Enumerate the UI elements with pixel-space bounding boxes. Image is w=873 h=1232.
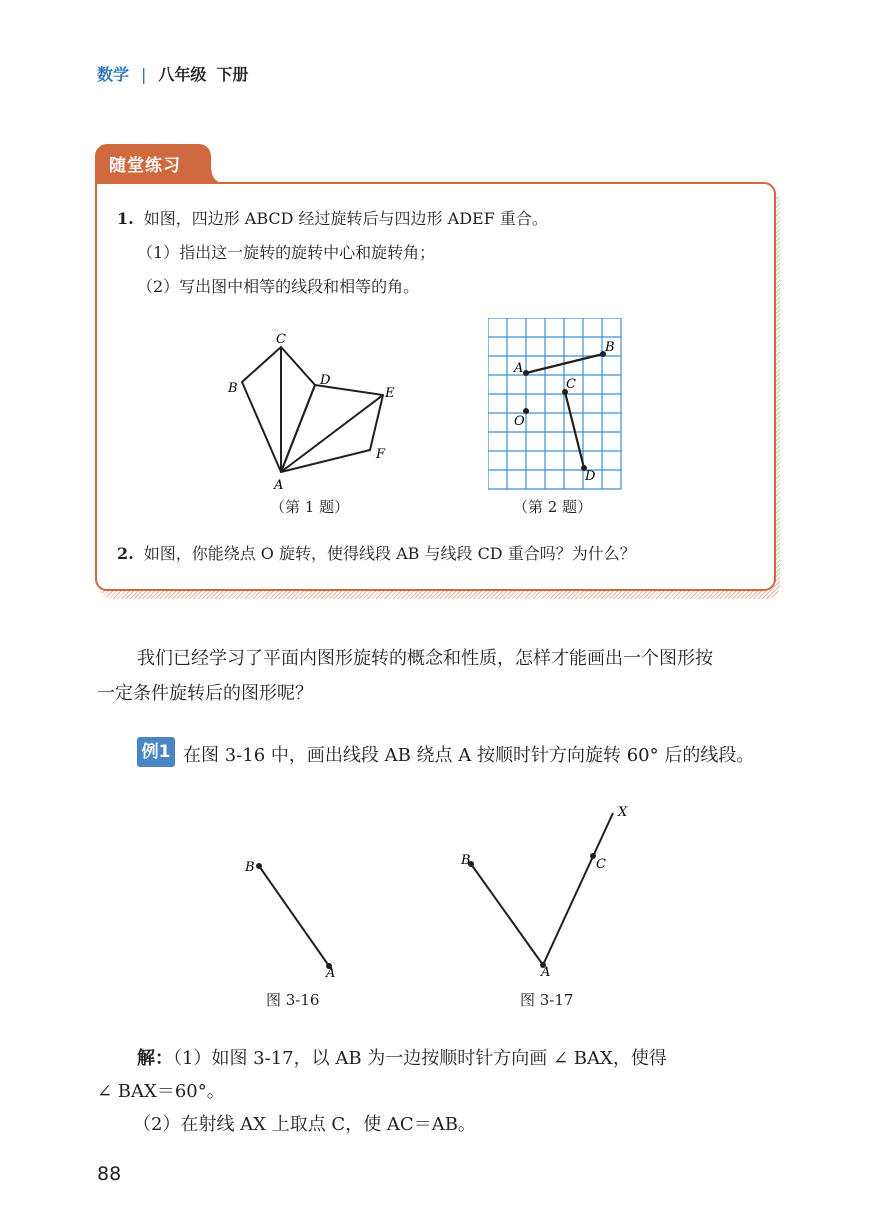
volume-label: 下册 — [216, 65, 249, 84]
question-2-number: 2. — [117, 544, 134, 563]
fig317-label-a: A — [541, 965, 551, 980]
figure-3-17-caption: 图 3-17 — [520, 991, 574, 1009]
example-text: 在图 3-16 中，画出线段 AB 绕点 A 按顺时针方向旋转 60° 后的线段。 — [183, 745, 755, 766]
figure-3-17 — [455, 800, 645, 980]
question-1-number: 1. — [117, 209, 134, 228]
solution-prefix: 解： — [137, 1048, 173, 1069]
solution-line-1-text: （1）如图 3-17，以 AB 为一边按顺时针方向画 ∠ BAX，使得 — [173, 1048, 667, 1069]
ray-ax — [543, 813, 613, 965]
fig316-label-b: B — [245, 860, 255, 875]
solution-line-1 — [137, 1044, 667, 1070]
solution-line-3: （2）在射线 AX 上取点 C，使 AC＝AB。 — [133, 1114, 476, 1135]
fig1-label-f: F — [376, 447, 386, 462]
segment-ab-317 — [471, 864, 543, 965]
fig1-label-b: B — [228, 381, 238, 396]
example-badge: 例1 — [137, 737, 175, 767]
fig1-label-d: D — [320, 373, 331, 388]
fig2-label-b: B — [605, 340, 615, 355]
figure-3-16-caption: 图 3-16 — [266, 991, 320, 1009]
page-number: 88 — [97, 1163, 122, 1185]
segment-ab-316 — [259, 866, 329, 966]
quad-adef — [281, 385, 383, 472]
figure-3-16 — [240, 850, 350, 980]
fig1-label-a: A — [274, 478, 284, 493]
fig2-label-c: C — [566, 377, 576, 392]
question-1-sub1: （1）指出这一旋转的旋转中心和旋转角； — [137, 243, 436, 262]
fig317-label-c: C — [596, 857, 606, 872]
fig2-label-d: D — [585, 469, 596, 484]
fig1-label-c: C — [276, 332, 286, 347]
figure-1 — [220, 325, 410, 495]
fig2-label-a: A — [514, 361, 524, 376]
fig1-label-e: E — [385, 386, 395, 401]
question-1 — [117, 206, 548, 229]
question-1-text: 如图，四边形 ABCD 经过旋转后与四边形 ADEF 重合。 — [143, 209, 548, 228]
header-separator: | — [141, 65, 147, 84]
figure-2-caption: （第 2 题） — [513, 498, 593, 516]
figure-1-caption: （第 1 题） — [270, 498, 350, 516]
practice-tab-label: 随堂练习 — [109, 156, 181, 176]
fig2-label-o: O — [514, 414, 525, 429]
intro-line-1: 我们已经学习了平面内图形旋转的概念和性质，怎样才能画出一个图形按 — [137, 648, 713, 669]
quad-abcd — [242, 347, 315, 472]
subject-title: 数学 — [97, 65, 130, 84]
fig316-label-a: A — [326, 966, 336, 980]
figure-2 — [488, 318, 628, 493]
practice-tab — [95, 144, 211, 184]
solution-line-2: ∠ BAX＝60°。 — [97, 1081, 225, 1102]
segment-cd — [565, 392, 584, 468]
grid-lines — [488, 318, 621, 489]
fig317-label-x: X — [618, 805, 628, 820]
grade-label: 八年级 — [158, 65, 207, 84]
question-1-sub2: （2）写出图中相等的线段和相等的角。 — [137, 277, 420, 296]
intro-line-2: 一定条件旋转后的图形呢？ — [97, 683, 313, 704]
question-2-text: 如图，你能绕点 O 旋转，使得线段 AB 与线段 CD 重合吗？为什么？ — [143, 544, 636, 563]
question-2 — [117, 541, 636, 564]
fig317-label-b: B — [461, 853, 471, 868]
page-header — [97, 62, 248, 85]
